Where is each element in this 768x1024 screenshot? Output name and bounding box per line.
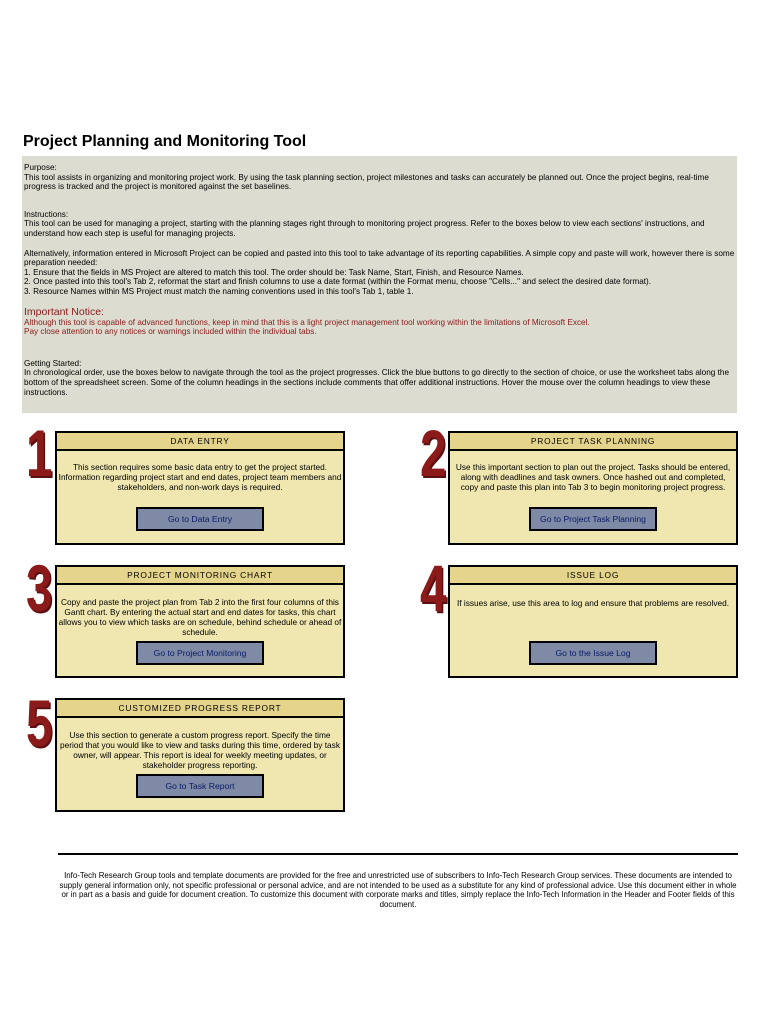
go-to-data-entry-button[interactable]: Go to Data Entry (136, 507, 264, 531)
important-notice-heading: Important Notice: (24, 305, 104, 318)
step-1-text: 1. Ensure that the fields in MS Project are altered to match this tool. The order should be: Task Name, Start, Finish, and Resource Names. (24, 267, 524, 277)
step-number-1: 1 (26, 416, 53, 490)
section-body-data-entry: This section requires some basic data entry to get the project started. Information regarding project start and end dates, project team members and stakeholders, and non-work days is required. (58, 462, 342, 492)
notice-line-1: Although this tool is capable of advanced functions, keep in mind that this is a light project management tool working within the limitations of Microsoft Excel. (24, 317, 590, 327)
page-title: Project Planning and Monitoring Tool (23, 133, 307, 150)
section-header-issue-log: ISSUE LOG (450, 567, 736, 585)
alternative-text: Alternatively, information entered in Microsoft Project can be copied and pasted into this tool to take advantage of its reporting capabilities. A simple copy and paste will work, however there is some preparation needed: (24, 248, 735, 268)
section-header-project-monitoring-chart: PROJECT MONITORING CHART (57, 567, 343, 585)
go-to-task-report-button[interactable]: Go to Task Report (136, 774, 264, 798)
go-to-project-task-planning-button[interactable]: Go to Project Task Planning (529, 507, 657, 531)
instructions-heading: Instructions: (24, 209, 69, 219)
go-to-project-monitoring-button[interactable]: Go to Project Monitoring (136, 641, 264, 665)
instructions-text: This tool can be used for managing a project, starting with the planning stages right through to monitoring project progress. Refer to the boxes below to view each sections' instructions, and understand how each step is useful for managing projects. (24, 219, 705, 238)
section-header-data-entry: DATA ENTRY (57, 433, 343, 451)
step-number-3: 3 (26, 551, 53, 625)
section-card-project-task-planning (448, 431, 738, 545)
section-body-project-monitoring-chart: Copy and paste the project plan from Tab 2 into the first four columns of this Gantt chart. By entering the actual start and end dates for tasks, this chart allows you to view which tasks are on schedule, behind schedule or ahead of schedule. (58, 597, 342, 637)
step-number-5: 5 (26, 686, 53, 760)
section-card-customized-progress-report (55, 698, 345, 812)
section-body-project-task-planning: Use this important section to plan out the project. Tasks should be entered, along with deadlines and task owners. Once hashed out and completed, copy and paste this plan into Tab 3 to begin monitoring project progress. (455, 462, 731, 492)
section-body-customized-progress-report: Use this section to generate a custom progress report. Specify the time period that you would like to view and tasks during this time, ordered by task owner, will appear. This report is ideal for weekly meeting updates, or stakeholder progress reporting. (60, 730, 340, 770)
footer-divider (58, 853, 738, 855)
section-header-project-task-planning: PROJECT TASK PLANNING (450, 433, 736, 451)
footer-disclaimer: Info-Tech Research Group tools and template documents are provided for the free and unrestricted use of subscribers to Info-Tech Research Group services. These documents are intended to supply general information only, not specific professional or personal advice, and are not intended to be used as a substitute for any kind of professional advice. Use this document either in whole or in part as a basis and guide for document creation. To customize this document with corporate marks and titles, simply replace the Info-Tech Information in the Header and Footer fields of this document. (59, 871, 737, 910)
section-header-customized-progress-report: CUSTOMIZED PROGRESS REPORT (57, 700, 343, 718)
section-body-issue-log: If issues arise, use this area to log and ensure that problems are resolved. (456, 598, 730, 608)
section-card-issue-log (448, 565, 738, 678)
getting-started-heading: Getting Started: (24, 358, 82, 368)
step-number-4: 4 (420, 551, 447, 625)
instructions-panel (22, 156, 737, 413)
step-number-2: 2 (420, 416, 447, 490)
notice-line-2: Pay close attention to any notices or warnings included within the individual tabs. (24, 327, 317, 337)
step-2-text: 2. Once pasted into this tool's Tab 2, reformat the start and finish columns to use a date format (within the Format menu, choose "Cells..." and select the desired date format). (24, 277, 652, 287)
purpose-heading: Purpose: (24, 163, 57, 172)
section-card-project-monitoring-chart (55, 565, 345, 678)
step-3-text: 3. Resource Names within MS Project must match the naming conventions used in this tool's Tab 1, table 1. (24, 286, 414, 296)
go-to-issue-log-button[interactable]: Go to the Issue Log (529, 641, 657, 665)
purpose-text: This tool assists in organizing and monitoring project work. By using the task planning section, project milestones and tasks can accurately be planned out. Once the project begins, real-time progress is tracked and the project is monitored against the set baselines. (24, 172, 709, 192)
section-card-data-entry (55, 431, 345, 545)
getting-started-text: In chronological order, use the boxes below to navigate through the tool as the project progresses. Click the blue buttons to go directly to the section of choice, or use the worksheet tabs along the bottom of the spreadsheet screen. Some of the column headings in the sections include comments that offer additional instructions. Hover the mouse over the column headings to view these instructions. (24, 368, 730, 397)
